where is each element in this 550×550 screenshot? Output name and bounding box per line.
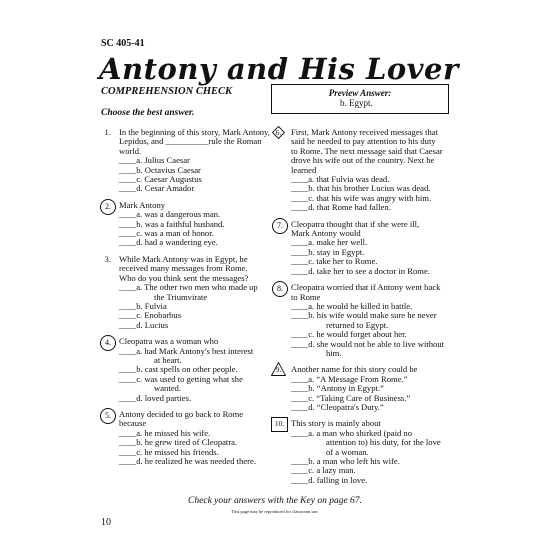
answer-option-text: make her well.	[316, 237, 368, 248]
answer-option-text: that Rome had fallen.	[316, 202, 391, 213]
page-title: Antony and His Lover	[99, 52, 459, 86]
answer-blank[interactable]: ____a.	[291, 427, 315, 438]
question-stem	[273, 220, 453, 239]
circled-question-number: 8.	[272, 281, 288, 297]
answer-blank[interactable]: ____c.	[291, 392, 315, 403]
answer-blank[interactable]: ____d.	[119, 319, 143, 330]
question-8	[273, 283, 453, 358]
question-stem	[273, 365, 453, 374]
answer-blank[interactable]: ____b.	[119, 364, 143, 375]
section-heading: COMPREHENSION CHECK	[101, 86, 232, 97]
circled-question-number: 4.	[100, 335, 116, 351]
answer-blank[interactable]: ____c.	[119, 310, 143, 321]
answer-option-text: take her to see a doctor in Rome.	[316, 265, 430, 276]
answer-option-text: Cesar Amador	[144, 183, 195, 194]
answer-option-text: stay in Egypt.	[316, 246, 365, 257]
answer-option-text: he grew tired of Cleopatra.	[144, 437, 238, 448]
answer-option[interactable]	[101, 184, 271, 193]
question-7	[273, 220, 453, 276]
question-2	[101, 201, 271, 248]
preview-answer-box	[271, 84, 449, 114]
question-stem-line: Cleopatra thought that if she were ill,	[291, 218, 420, 229]
answer-blank[interactable]: ____c.	[291, 465, 315, 476]
page-number: 10	[101, 517, 111, 528]
answer-blank[interactable]: ____a.	[119, 209, 143, 220]
answer-blank[interactable]: ____c.	[291, 192, 315, 203]
question-stem	[273, 419, 453, 428]
question-9	[273, 365, 453, 412]
answer-option-text: falling in love.	[316, 474, 368, 485]
question-stem	[273, 128, 453, 175]
answer-option-text: Octavius Caesar	[144, 164, 201, 175]
question-stem	[101, 337, 271, 346]
instruction-text: Choose the best answer.	[101, 108, 195, 118]
question-number-text: 6.	[275, 128, 282, 137]
answer-blank[interactable]: ____d.	[119, 456, 143, 466]
answer-blank[interactable]: ____d.	[291, 474, 315, 485]
question-stem-line: In the beginning of this story, Mark Antony,	[119, 127, 270, 137]
answer-option[interactable]	[101, 375, 271, 384]
answer-option-text: that his wife was angry with him.	[316, 192, 432, 203]
answer-blank[interactable]: ____c.	[119, 228, 143, 239]
answer-option[interactable]	[273, 403, 453, 412]
answer-option-text: she would not be able to live without	[316, 338, 445, 349]
answer-key-note: Check your answers with the Key on page 67.	[188, 496, 362, 506]
question-stem-line: learned	[291, 164, 317, 175]
question-4	[101, 337, 271, 403]
question-stem-line: to Rome. The next message said that Caesar	[291, 145, 443, 156]
triangle-question-number	[271, 362, 286, 376]
answer-blank[interactable]: ____c.	[119, 446, 143, 457]
answer-option[interactable]	[273, 203, 453, 212]
answer-option-text: Julius Caesar	[144, 155, 190, 166]
answer-option-text: he missed his friends.	[144, 446, 219, 457]
answer-blank[interactable]: ____d.	[291, 265, 315, 276]
circled-question-number: 5.	[100, 408, 116, 424]
question-stem	[101, 255, 271, 283]
answer-blank[interactable]: ____a.	[119, 427, 143, 438]
answer-blank[interactable]: ____c.	[291, 329, 315, 340]
answer-option-text: was used to getting what she	[144, 373, 243, 384]
answer-option-text: that Fulvia was dead.	[316, 174, 390, 185]
answer-blank[interactable]: ____a.	[291, 373, 315, 384]
answer-option-text: loved parties.	[144, 392, 192, 403]
answer-option-text: he would be killed in battle.	[316, 300, 413, 311]
question-stem-line: Cleopatra worried that if Antony went back	[291, 282, 441, 293]
answer-option-text: “A Message From Rome.”	[316, 373, 408, 384]
answer-option-text: a man who left his wife.	[316, 456, 400, 466]
answer-option-text: his wife would make sure he never	[316, 310, 437, 321]
answer-option-text: had Mark Antony's best interest	[144, 345, 254, 356]
answer-blank[interactable]: ____b.	[119, 164, 143, 175]
question-stem	[101, 201, 271, 210]
answer-option-text: was a man of honor.	[144, 228, 214, 239]
answer-blank[interactable]: ____c.	[119, 174, 143, 185]
answer-blank[interactable]: ____b.	[119, 437, 143, 448]
question-stem-line: Mark Antony would	[291, 228, 361, 239]
left-question-column	[101, 128, 271, 473]
question-stem-line: While Mark Antony was in Egypt, he	[119, 253, 248, 264]
boxed-question-number: 10.	[271, 417, 288, 432]
answer-option-continuation: him.	[326, 347, 342, 358]
answer-option[interactable]	[273, 476, 453, 485]
question-stem	[273, 283, 453, 302]
answer-blank[interactable]: ____a.	[119, 345, 143, 356]
answer-option-text: “Cleopatra's Duty.”	[316, 401, 384, 412]
product-code: SC 405-41	[101, 38, 145, 49]
answer-option-continuation: of a woman.	[326, 446, 369, 457]
answer-option-text: The other two men who made up	[144, 282, 258, 293]
answer-blank[interactable]: ____d.	[291, 401, 315, 412]
answer-blank[interactable]: ____b.	[119, 300, 143, 311]
preview-answer: b. Egypt.	[340, 98, 373, 108]
question-6	[273, 128, 453, 213]
circled-question-number: 7.	[272, 218, 288, 234]
answer-blank[interactable]: ____a.	[119, 282, 143, 293]
answer-blank[interactable]: ____b.	[291, 310, 315, 321]
reproduction-note: This page may be reproduced for classroom use.	[231, 509, 319, 514]
answer-option-text: Fulvia	[144, 300, 167, 311]
answer-option-continuation: returned to Egypt.	[326, 319, 389, 330]
answer-option[interactable]	[101, 394, 271, 403]
answer-option-text: that his brother Lucius was dead.	[316, 183, 431, 194]
answer-blank[interactable]: ____b.	[119, 218, 143, 229]
answer-option[interactable]	[101, 347, 271, 356]
answer-blank[interactable]: ____d.	[119, 183, 143, 194]
answer-blank[interactable]: ____b.	[291, 456, 315, 466]
question-stem-line: Another name for this story could be	[291, 364, 418, 375]
answer-blank[interactable]: ____b.	[291, 383, 315, 394]
question-number-text: 9.	[275, 365, 282, 375]
answer-blank[interactable]: ____a.	[291, 300, 315, 311]
answer-blank[interactable]: ____a.	[291, 237, 315, 248]
question-3	[101, 255, 271, 330]
answer-option-text: “Taking Care of Business.”	[316, 392, 411, 403]
answer-option-continuation: the Triumvirate	[154, 291, 208, 302]
answer-option[interactable]	[101, 321, 271, 330]
answer-option-continuation: attention to) his duty, for the love	[326, 437, 441, 448]
question-stem-line: Cleopatra was a woman who	[119, 336, 219, 347]
question-stem-line: world.	[119, 145, 142, 156]
answer-option[interactable]	[101, 238, 271, 247]
question-stem-line: Who do you think sent the messages?	[119, 272, 249, 283]
question-stem-line: This story is mainly about	[291, 418, 381, 429]
answer-option-text: was a dangerous man.	[144, 209, 221, 220]
answer-option-text: cast spells on other people.	[144, 364, 238, 375]
answer-option[interactable]	[273, 340, 453, 349]
answer-option-text: had a wandering eye.	[144, 237, 218, 248]
answer-option-text: he realized he was needed there.	[144, 456, 256, 466]
answer-blank[interactable]: ____d.	[291, 338, 315, 349]
answer-option-text: was a faithful husband.	[144, 218, 225, 229]
question-stem-line: Mark Antony	[119, 199, 166, 210]
answer-blank[interactable]: ____d.	[119, 392, 143, 403]
question-stem-line: to Rome	[291, 291, 321, 302]
answer-blank[interactable]: ____b.	[291, 183, 315, 194]
preview-heading: Preview Answer:	[328, 88, 392, 98]
question-stem-line: drove his wife out of the country. Next he	[291, 155, 435, 166]
diamond-question-number	[272, 126, 285, 139]
answer-option-text: Lucius	[144, 319, 169, 330]
answer-option-continuation: wanted.	[154, 383, 181, 394]
right-question-column	[273, 128, 453, 492]
answer-blank[interactable]: ____a.	[119, 155, 143, 166]
answer-option-text: Enobarbus	[144, 310, 182, 321]
answer-option-text: he would forget about her.	[316, 329, 407, 340]
question-stem-line: said he needed to pay attention to his duty	[291, 136, 436, 147]
answer-blank[interactable]: ____b.	[291, 246, 315, 257]
answer-option-text: “Antony in Egypt.”	[316, 383, 384, 394]
question-stem-line: Lepidus, and __________rule the Roman	[119, 136, 262, 147]
question-number: 1.	[104, 127, 111, 137]
question-stem-line: received many messages from Rome.	[119, 263, 248, 274]
answer-blank[interactable]: ____a.	[291, 174, 315, 185]
answer-option-text: he missed his wife.	[144, 427, 211, 438]
answer-blank[interactable]: ____d.	[119, 237, 143, 248]
answer-blank[interactable]: ____d.	[291, 202, 315, 213]
question-stem	[101, 128, 271, 156]
answer-option[interactable]	[101, 457, 271, 466]
answer-option-continuation: at heart.	[154, 354, 182, 365]
question-stem-line: Antony decided to go back to Rome because	[119, 408, 244, 429]
answer-option[interactable]	[273, 267, 453, 276]
answer-option-text: a man who shirked (paid no	[316, 427, 413, 438]
question-number: 3.	[104, 253, 111, 264]
answer-blank[interactable]: ____c.	[119, 373, 143, 384]
answer-option-text: a lazy man.	[316, 465, 356, 476]
question-1	[101, 128, 271, 194]
answer-option-text: Caesar Augustus	[144, 174, 202, 185]
answer-option-text: take her to Rome.	[316, 256, 378, 267]
question-5	[101, 410, 271, 466]
question-stem	[101, 410, 271, 429]
answer-blank[interactable]: ____c.	[291, 256, 315, 267]
question-10	[273, 419, 453, 485]
circled-question-number: 2.	[100, 199, 116, 215]
question-stem-line: First, Mark Antony received messages that	[291, 127, 439, 137]
